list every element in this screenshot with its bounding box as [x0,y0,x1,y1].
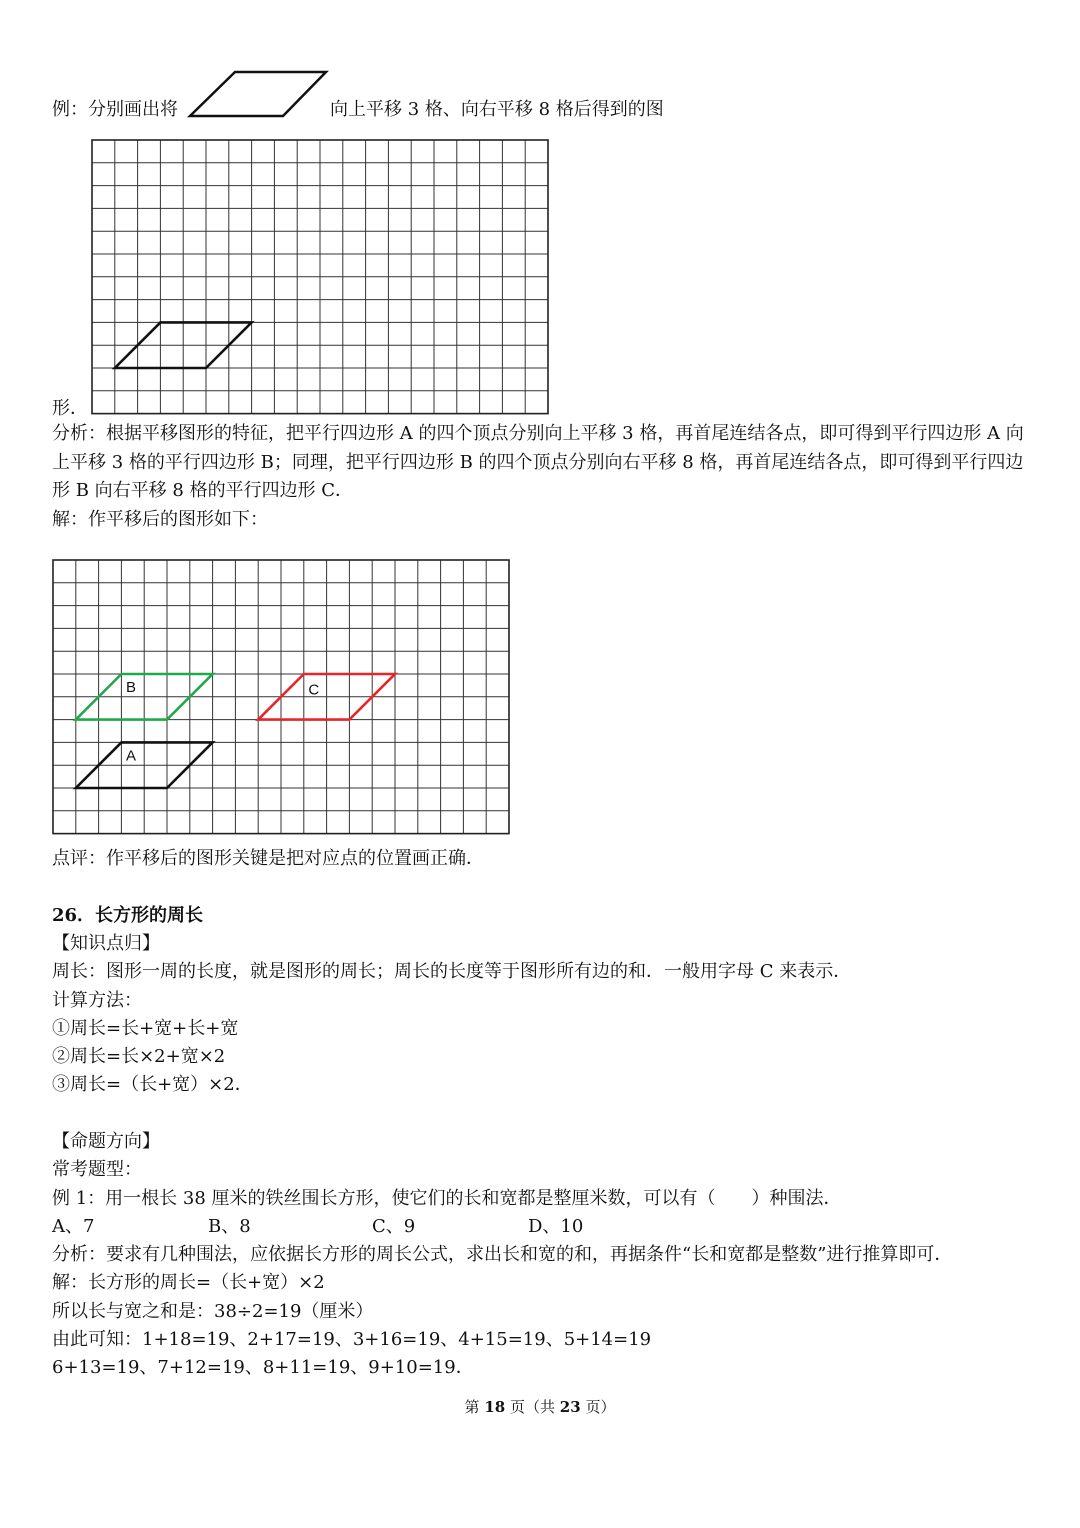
solution-grid [53,560,512,833]
label-c: C [308,681,320,699]
example-suffix: 向上平移 3 格、向右平移 8 格后得到的图 [330,99,664,120]
analysis-paragraph: 分析：根据平移图形的特征，把平行四边形 A 的四个顶点分别向上平移 3 格，再首尾连结各点，即可得到平行四边形 A 向上平移 3 格的平行四边形 B；同理，把平行四边形 B 的四个顶点分别向右平移 8 格，再首尾连结各点，即可得到平行四边形 B 向右平移 8 格的平行四边形 C． [52,423,1024,501]
example-grid [92,140,550,412]
section-title: 26．长方形的周长 [52,905,204,926]
example-grid-lines [92,140,548,414]
method-1: ①周长=长+宽+长+宽 [52,1018,239,1039]
method-2: ②周长=长×2+宽×2 [52,1046,226,1067]
section-analysis: 分析：要求有几种围法，应依据长方形的周长公式，求出长和宽的和，再据条件“长和宽都是整数”进行推算即可． [52,1244,953,1265]
option-a: A、7 [52,1216,95,1237]
example-prefix: 例：分别画出将 [52,99,178,120]
option-c: C、9 [372,1216,416,1237]
solution-line-3: 由此可知：1+18=19、2+17=19、3+16=19、4+15=19、5+14=19 [52,1329,652,1350]
example-1: 例 1：用一根长 38 厘米的铁丝围长方形，使它们的长和宽都是整厘米数，可以有（ ）种围法． [52,1188,842,1209]
direction-header: 【命题方向】 [52,1131,160,1152]
option-b: B、8 [208,1216,251,1237]
footer-page-number: 18 [484,1398,506,1416]
common-types: 常考题型： [52,1159,142,1180]
definition: 周长：图形一周的长度，就是图形的周长；周长的长度等于图形所有边的和．一般用字母 C 来表示． [52,961,852,982]
method-title: 计算方法： [52,990,142,1011]
knowledge-header: 【知识点归】 [52,933,160,954]
footer-total-pages: 23 [559,1398,581,1416]
solution-line-2: 所以长与宽之和是：38÷2=19（厘米） [52,1301,374,1322]
solution-intro: 解：作平移后的图形如下： [52,509,268,530]
example-continuation: 形． [52,398,88,419]
option-d: D、10 [528,1216,584,1237]
footer-pre: 第 [464,1398,480,1416]
comment: 点评：作平移后的图形关键是把对应点的位置画正确． [52,848,484,869]
footer-post: 页） [585,1398,616,1416]
label-a: A [125,747,136,765]
page-footer [0,1396,1080,1418]
method-3: ③周长=（长+宽）×2． [52,1074,253,1095]
footer-mid: 页（共 [509,1398,555,1416]
solution-line-1: 解：长方形的周长=（长+宽）×2 [52,1272,325,1293]
example-parallelogram-icon [188,70,328,118]
solution-line-4: 6+13=19、7+12=19、8+11=19、9+10=19． [52,1357,474,1378]
label-b: B [125,679,136,697]
